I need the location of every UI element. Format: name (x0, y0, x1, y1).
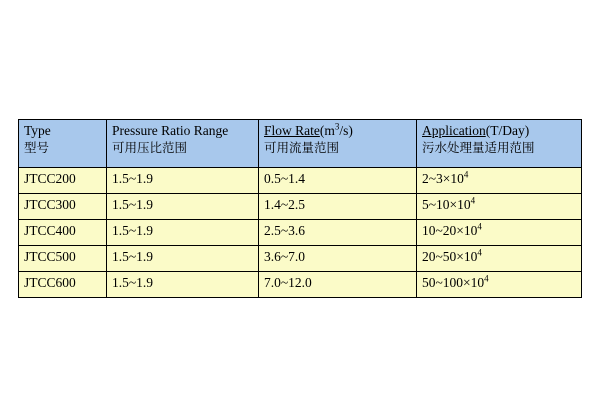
column-header-flow-rate (259, 120, 417, 168)
column-header-application-unit: (T/Day) (485, 123, 530, 138)
cell-pressure-ratio: 1.5~1.9 (107, 272, 259, 298)
cell-application-value: 50~100×10 (422, 275, 485, 290)
cell-application (417, 272, 582, 298)
column-header-application-en-main: Application (422, 123, 486, 138)
cell-application-value: 5~10×10 (422, 197, 471, 212)
cell-application (417, 220, 582, 246)
cell-application-value: 10~20×10 (422, 223, 478, 238)
column-header-flow-rate-unit-post: /s) (339, 123, 353, 138)
column-header-type-en: Type (24, 123, 51, 138)
specification-table (18, 119, 582, 298)
cell-application-exponent: 4 (484, 273, 489, 284)
table-row (19, 272, 582, 298)
column-header-type (19, 120, 107, 168)
cell-flow-rate: 7.0~12.0 (259, 272, 417, 298)
cell-type: JTCC500 (19, 246, 107, 272)
cell-flow-rate: 0.5~1.4 (259, 168, 417, 194)
cell-flow-rate: 1.4~2.5 (259, 194, 417, 220)
column-header-pressure-ratio-cn: 可用压比范围 (112, 140, 188, 156)
cell-pressure-ratio: 1.5~1.9 (107, 220, 259, 246)
cell-flow-rate: 2.5~3.6 (259, 220, 417, 246)
table-row (19, 168, 582, 194)
table-header-row (19, 120, 582, 168)
column-header-flow-rate-en-main: Flow Rate (264, 123, 320, 138)
cell-type: JTCC300 (19, 194, 107, 220)
cell-pressure-ratio: 1.5~1.9 (107, 194, 259, 220)
cell-application-exponent: 4 (477, 247, 482, 258)
cell-application-value: 2~3×10 (422, 171, 464, 186)
column-header-pressure-ratio-en: Pressure Ratio Range (112, 123, 229, 138)
cell-flow-rate: 3.6~7.0 (259, 246, 417, 272)
table-row (19, 220, 582, 246)
cell-pressure-ratio: 1.5~1.9 (107, 168, 259, 194)
cell-application (417, 246, 582, 272)
cell-application-exponent: 4 (470, 195, 476, 206)
column-header-pressure-ratio (107, 120, 259, 168)
cell-application-exponent: 4 (477, 221, 482, 232)
cell-application-exponent: 4 (463, 169, 469, 180)
column-header-flow-rate-unit-pre: (m (319, 123, 335, 138)
cell-type: JTCC400 (19, 220, 107, 246)
cell-application (417, 194, 582, 220)
table-row (19, 246, 582, 272)
table-row (19, 194, 582, 220)
table-header (19, 120, 582, 168)
column-header-application-cn: 污水处理量适用范围 (422, 140, 535, 156)
cell-application-value: 20~50×10 (422, 249, 478, 264)
cell-type: JTCC600 (19, 272, 107, 298)
table-body (19, 168, 582, 298)
cell-pressure-ratio: 1.5~1.9 (107, 246, 259, 272)
column-header-type-cn: 型号 (24, 140, 50, 156)
cell-type: JTCC200 (19, 168, 107, 194)
column-header-application-en (422, 122, 576, 139)
column-header-flow-rate-en (264, 122, 411, 139)
column-header-flow-rate-unit-sup: 3 (334, 121, 340, 132)
cell-application (417, 168, 582, 194)
column-header-flow-rate-cn: 可用流量范围 (264, 140, 340, 156)
column-header-application (417, 120, 582, 168)
